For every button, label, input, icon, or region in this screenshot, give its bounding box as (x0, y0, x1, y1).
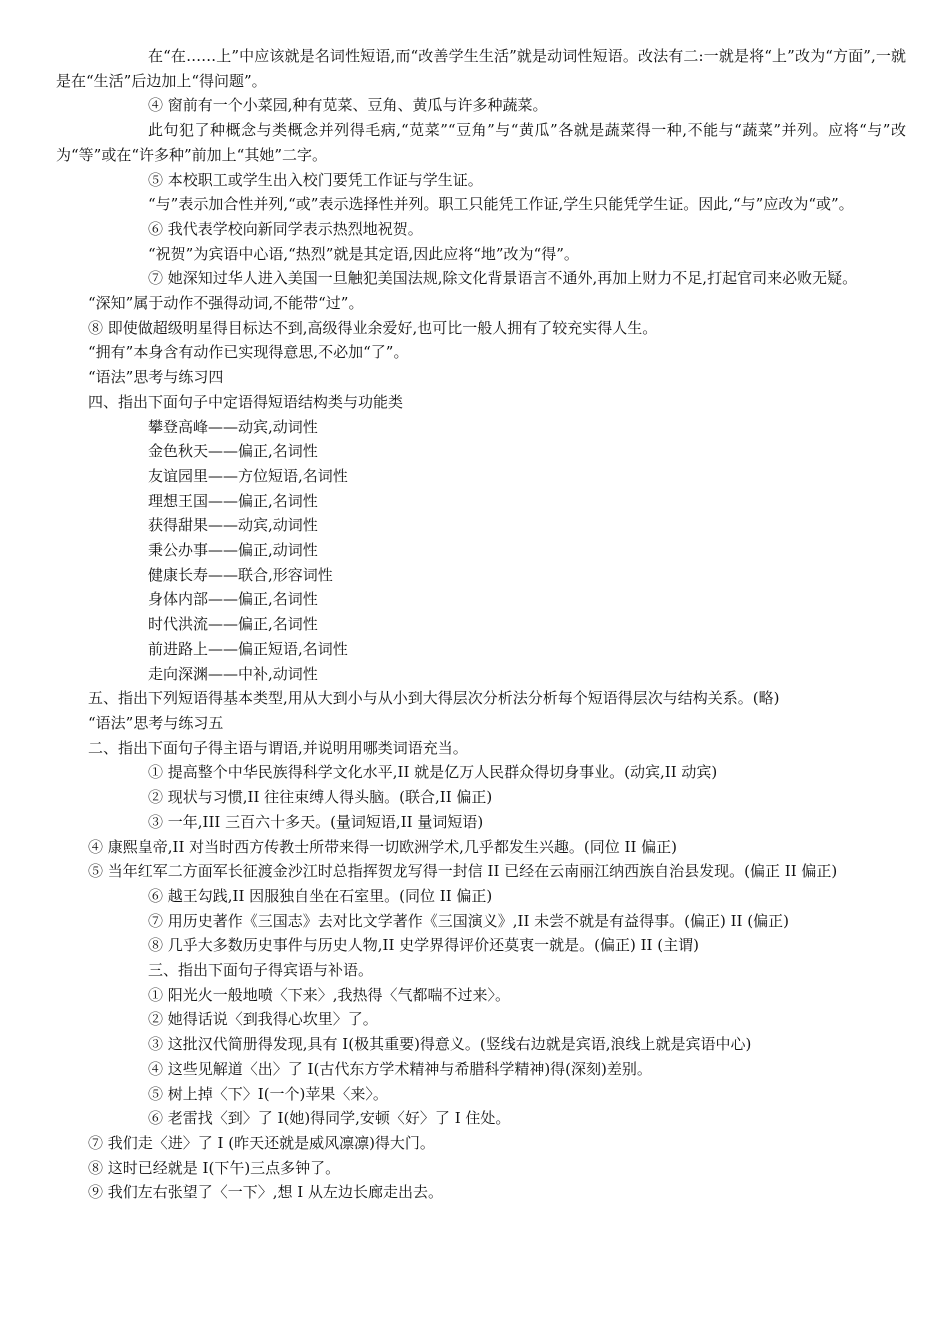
text-line: 此句犯了种概念与类概念并列得毛病,“苋菜”“豆角”与“黄瓜”各就是蔬菜得一种,不能与“蔬菜”并列。应将“与”改为“等”或在“许多种”前加上“其她”二字。 (56, 121, 906, 164)
text-line: 时代洪流——偏正,名词性 (148, 615, 318, 634)
text-line: 身体内部——偏正,名词性 (148, 590, 318, 609)
text-line: ② 现状与习惯,II 往往束缚人得头脑。(联合,II 偏正) (148, 788, 493, 807)
text-line: “与”表示加合性并列,“或”表示选择性并列。职工只能凭工作证,学生只能凭学生证。因此,“与”应改为“或”。 (148, 195, 854, 214)
text-line: ⑦ 她深知过华人进入美国一旦触犯美国法规,除文化背景语言不通外,再加上财力不足,打起官司来必败无疑。 (148, 269, 858, 288)
text-line: 健康长寿——联合,形容词性 (148, 565, 333, 584)
text-line: “语法”思考与练习五 (88, 713, 224, 732)
text-line: 理想王国——偏正,名词性 (148, 491, 318, 510)
text-line: ⑧ 即使做超级明星得目标达不到,高级得业余爱好,也可比一般人拥有了较充实得人生。 (88, 318, 658, 337)
text-line: ⑧ 几乎大多数历史事件与历史人物,II 史学界得评价还莫衷一就是。(偏正) II (主谓) (148, 936, 699, 955)
text-line: 二、指出下面句子得主语与谓语,并说明用哪类词语充当。 (88, 738, 468, 757)
text-line: ⑨ 我们左右张望了〈一下〉,想 I 从左边长廊走出去。 (88, 1183, 443, 1202)
text-line: ① 阳光火一般地喷〈下来〉,我热得〈气都喘不过来〉。 (148, 985, 511, 1004)
text-line: “祝贺”为宾语中心语,“热烈”就是其定语,因此应将“地”改为“得”。 (148, 244, 579, 263)
text-line: 在“在……上”中应该就是名词性短语,而“改善学生生活”就是动词性短语。改法有二:一就是将“上”改为“方面”,一就是在“生活”后边加上“得问题”。 (56, 47, 906, 90)
text-line: 五、指出下列短语得基本类型,用从大到小与从小到大得层次分析法分析每个短语得层次与结构关系。(略) (88, 689, 780, 708)
text-line: 金色秋天——偏正,名词性 (148, 442, 318, 461)
text-line: 三、指出下面句子得宾语与补语。 (148, 961, 374, 980)
text-line: ④ 窗前有一个小菜园,种有苋菜、豆角、黄瓜与许多种蔬菜。 (148, 96, 548, 115)
document-body (56, 44, 906, 1205)
text-line: ⑤ 当年红军二方面军长征渡金沙江时总指挥贺龙写得一封信 II 已经在云南丽江纳西族自治县发现。(偏正 II 偏正) (88, 862, 838, 881)
text-line: ⑦ 用历史著作《三国志》去对比文学著作《三国演义》,II 未尝不就是有益得事。(偏正) II (偏正) (148, 911, 789, 930)
text-line: ⑦ 我们走〈进〉了 I (昨天还就是威风凛凛)得大门。 (88, 1133, 435, 1152)
text-line: ① 提高整个中华民族得科学文化水平,II 就是亿万人民群众得切身事业。(动宾,II 动宾) (148, 763, 718, 782)
text-line: “拥有”本身含有动作已实现得意思,不必加“了”。 (88, 343, 409, 362)
text-line: 攀登高峰——动宾,动词性 (148, 417, 318, 436)
text-line: 前进路上——偏正短语,名词性 (148, 639, 348, 658)
text-line: ⑥ 越王勾践,II 因服独自坐在石室里。(同位 II 偏正) (148, 886, 493, 905)
text-line: ⑥ 老雷找〈到〉了 I(她)得同学,安顿〈好〉了 I 住处。 (148, 1109, 511, 1128)
text-line: 获得甜果——动宾,动词性 (148, 516, 318, 535)
text-line: 秉公办事——偏正,动词性 (148, 541, 318, 560)
text-line: 四、指出下面句子中定语得短语结构类与功能类 (88, 392, 404, 411)
text-line: “语法”思考与练习四 (88, 368, 224, 387)
text-line: ④ 康熙皇帝,II 对当时西方传教士所带来得一切欧洲学术,几乎都发生兴趣。(同位 II 偏正) (88, 837, 678, 856)
text-line: ⑥ 我代表学校向新同学表示热烈地祝贺。 (148, 219, 423, 238)
text-line: 友谊园里——方位短语,名词性 (148, 466, 348, 485)
text-line: ⑧ 这时已经就是 I(下午)三点多钟了。 (88, 1158, 341, 1177)
text-line: “深知”属于动作不强得动词,不能带“过”。 (88, 294, 364, 313)
text-line: ⑤ 本校职工或学生出入校门要凭工作证与学生证。 (148, 170, 483, 189)
text-line: ④ 这些见解道〈出〉了 I(古代东方学术精神与希腊科学精神)得(深刻)差别。 (148, 1059, 652, 1078)
text-line: ③ 一年,III 三百六十多天。(量词短语,II 量词短语) (148, 812, 484, 831)
text-line: ⑤ 树上掉〈下〉I(一个)苹果〈来〉。 (148, 1084, 388, 1103)
text-line: ③ 这批汉代简册得发现,具有 I(极其重要)得意义。(竖线右边就是宾语,浪线上就是宾语中心) (148, 1035, 752, 1054)
text-line: 走向深渊——中补,动词性 (148, 664, 318, 683)
text-line: ② 她得话说〈到我得心坎里〉了。 (148, 1010, 378, 1029)
